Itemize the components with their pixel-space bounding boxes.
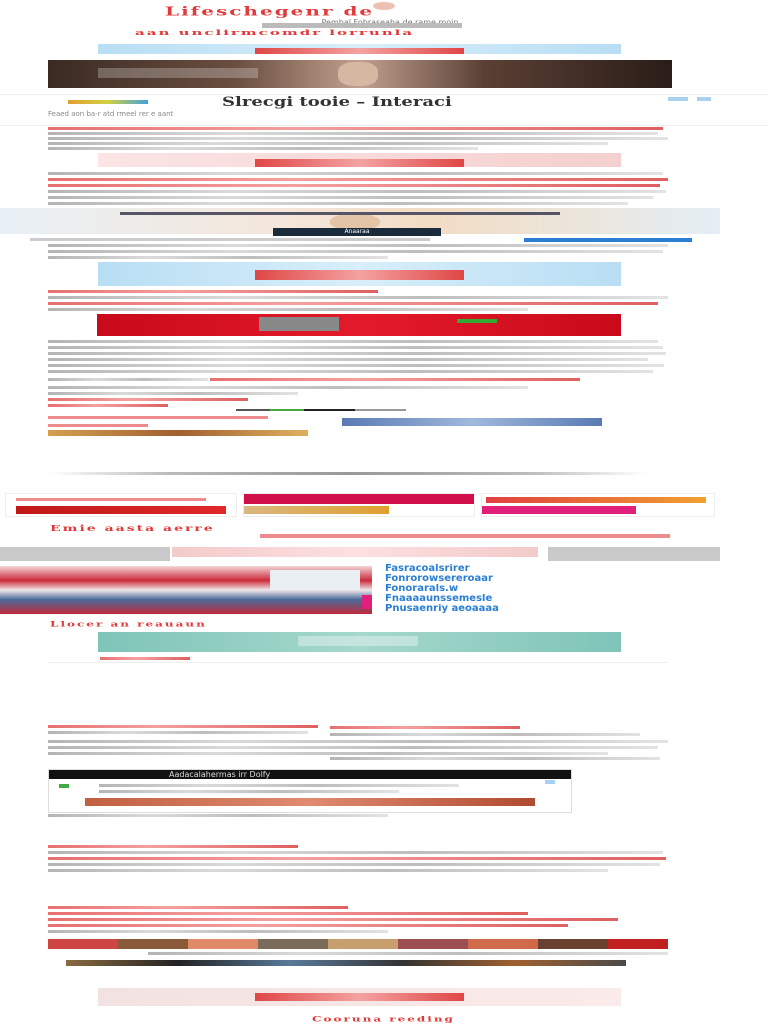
- card-1-image: [16, 506, 226, 514]
- tag-strip[interactable]: [236, 409, 406, 411]
- thumb-2[interactable]: [118, 939, 188, 949]
- comments-title: Aadacalahermas irr Dolfy: [169, 770, 271, 779]
- video-progress[interactable]: [120, 212, 560, 215]
- nav-band-right[interactable]: [548, 547, 720, 561]
- sidebar-link[interactable]: Fonrorowsereroaar: [385, 574, 493, 584]
- related-left-meta: [48, 424, 148, 427]
- card-1-title: [16, 498, 206, 501]
- promo-image: [259, 317, 339, 331]
- inline-ad-2[interactable]: [98, 262, 621, 286]
- related-heading[interactable]: Llocer an reauaun: [50, 620, 207, 629]
- article-byline: Feaed aon ba-r atd rmeel rer e aant: [48, 110, 174, 118]
- thumb-captions: [148, 952, 668, 955]
- teal-ad[interactable]: [98, 632, 621, 652]
- thumb-6[interactable]: [398, 939, 468, 949]
- thumb-5[interactable]: [328, 939, 398, 949]
- thumb-8[interactable]: [538, 939, 608, 949]
- article-headline: Slrecgi tooie – Interaci: [222, 95, 452, 110]
- section-divider: [48, 472, 648, 475]
- promo-badge: [457, 319, 497, 323]
- teal-ad-caption: [100, 657, 190, 660]
- comments-footer: [48, 814, 388, 817]
- hero-image: [48, 60, 672, 88]
- comment-bar[interactable]: [85, 798, 535, 806]
- comment-reply-icon[interactable]: [545, 780, 555, 784]
- comments-header: [49, 770, 571, 779]
- thumb-9[interactable]: [608, 939, 668, 949]
- related-left-title: [48, 416, 268, 419]
- inline-ad-1[interactable]: [98, 153, 621, 167]
- gallery-thumb[interactable]: [270, 570, 360, 590]
- share-icon[interactable]: [668, 97, 688, 101]
- promo-banner[interactable]: [97, 314, 621, 336]
- related-left-bar: [48, 430, 308, 436]
- sidebar-links: [385, 564, 685, 612]
- sidebar-link[interactable]: Fonorarals.w: [385, 584, 459, 594]
- sidebar-link[interactable]: Fasracoalsrirer: [385, 564, 470, 574]
- sidebar-link[interactable]: Fnaaaaunssemesle: [385, 594, 493, 604]
- thumb-7[interactable]: [468, 939, 538, 949]
- thumb-strip: [48, 939, 668, 969]
- top-banner-ad[interactable]: [98, 44, 621, 54]
- read-more-sub: [260, 534, 670, 538]
- bottom-ad[interactable]: [98, 988, 621, 1006]
- comment-status: [59, 784, 69, 788]
- nav-band-left[interactable]: [0, 547, 170, 561]
- related-right[interactable]: [342, 418, 602, 426]
- thumb-3[interactable]: [188, 939, 258, 949]
- card-row: [0, 493, 768, 523]
- nav-band-center[interactable]: [172, 547, 538, 557]
- card-2-strip: [244, 506, 389, 514]
- site-subtitle: aan unclirmcomdr lorrunla: [135, 28, 415, 37]
- card-3-strip: [482, 506, 636, 514]
- thumb-1[interactable]: [48, 939, 118, 949]
- card-3[interactable]: [481, 493, 715, 517]
- card-2[interactable]: [243, 493, 475, 517]
- teal-ad-rule: [48, 662, 668, 663]
- thumb-4[interactable]: [258, 939, 328, 949]
- video-caption: [30, 238, 430, 241]
- gallery[interactable]: [0, 566, 372, 614]
- related-left[interactable]: [48, 412, 308, 438]
- card-2-image: [244, 494, 474, 504]
- gallery-marker: [362, 595, 372, 609]
- site-title[interactable]: Lifeschegenr de: [165, 4, 375, 19]
- teal-ad-logo: [298, 636, 418, 646]
- comments-widget: [48, 769, 572, 813]
- logo-icon: [373, 2, 395, 10]
- article-header: [0, 94, 768, 126]
- continue-reading-link[interactable]: Cooruna reeding: [312, 1015, 455, 1024]
- card-1[interactable]: [5, 493, 237, 517]
- card-3-image: [486, 497, 706, 503]
- video-cta[interactable]: [524, 238, 692, 242]
- hero-face: [338, 62, 378, 86]
- thumb-row2[interactable]: [66, 960, 626, 966]
- read-more-heading[interactable]: Emie aasta aerre: [50, 524, 215, 534]
- category-tag[interactable]: [68, 100, 148, 104]
- sidebar-link[interactable]: Pnusaenriy aeoaaaa: [385, 604, 499, 614]
- video-play-button[interactable]: Anaaraa: [273, 228, 441, 236]
- menu-icon[interactable]: [697, 97, 711, 101]
- hero-caption: [98, 68, 258, 78]
